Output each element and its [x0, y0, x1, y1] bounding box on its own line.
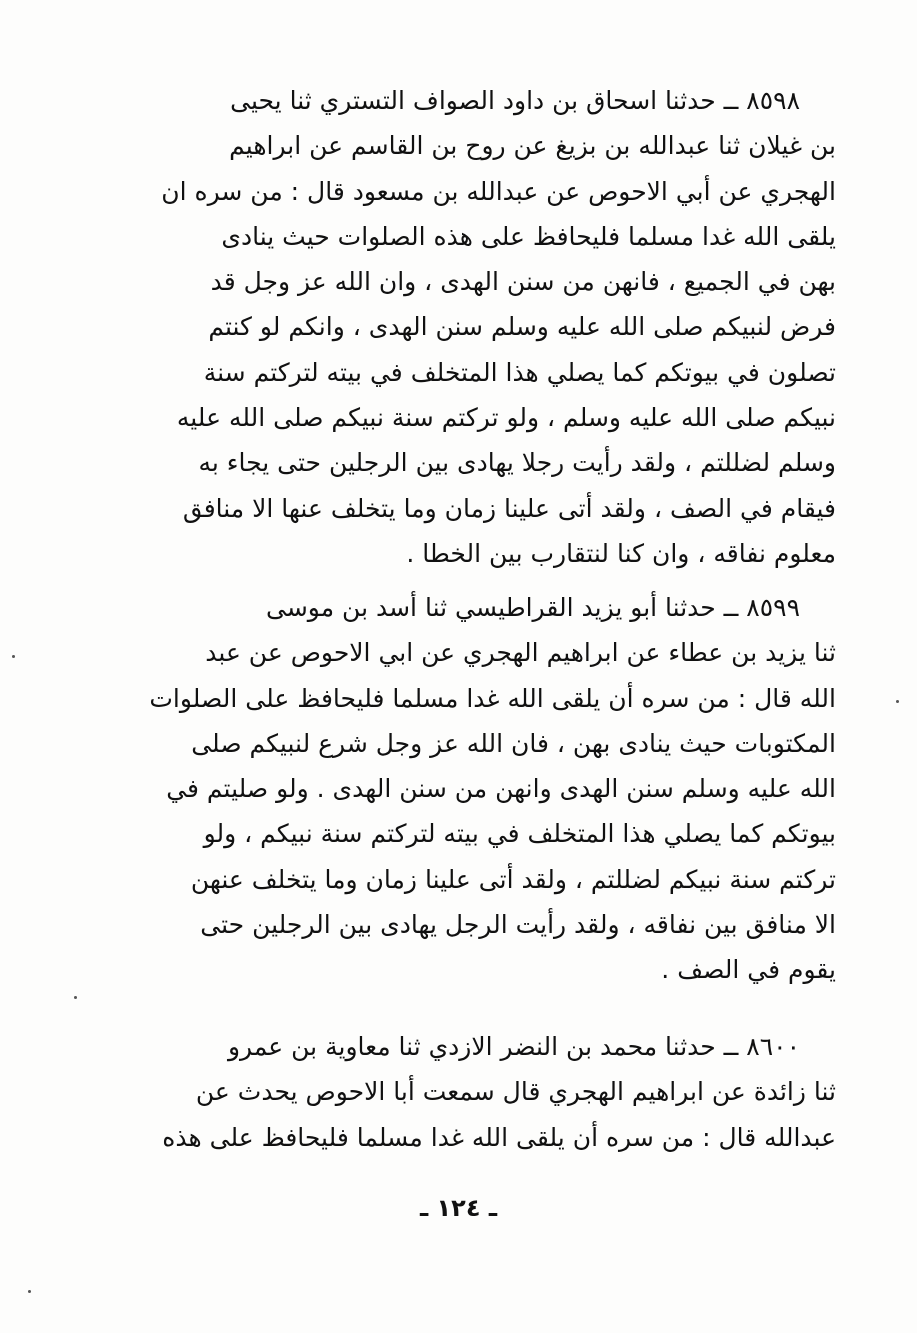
hadith-8599	[112, 585, 836, 993]
text-line: فرض لنبيكم صلى الله عليه وسلم سنن الهدى ، وانكم لو كنتم	[208, 312, 836, 342]
text-line: الا منافق بين نفاقه ، ولقد رأيت الرجل يهادى بين الرجلين حتى	[200, 910, 836, 940]
text-line: فيقام في الصف ، ولقد أتى علينا زمان وما يتخلف عنها الا منافق	[182, 493, 836, 523]
text-line: ٨٥٩٨ ــ حدثنا اسحاق بن داود الصواف التستري ثنا يحيى	[230, 86, 800, 115]
scan-speck	[28, 1290, 31, 1293]
text-line: ثنا زائدة عن ابراهيم الهجري قال سمعت أبا الاحوص يحدث عن	[195, 1077, 836, 1107]
scan-speck	[12, 655, 15, 658]
text-line: ثنا يزيد بن عطاء عن ابراهيم الهجري عن ابي الاحوص عن عبد	[205, 638, 836, 668]
page-number: ـ ١٢٤ ـ	[419, 1194, 498, 1222]
text-line: ٨٥٩٩ ــ حدثنا أبو يزيد القراطيسي ثنا أسد بن موسى	[266, 593, 800, 622]
text-line: وسلم لضللتم ، ولقد رأيت رجلا يهادى بين الرجلين حتى يجاء به	[198, 448, 836, 478]
scan-speck	[74, 996, 77, 999]
text-line: معلوم نفاقه ، وان كنا لنتقارب بين الخطا .	[406, 538, 836, 568]
text-line: الله قال : من سره أن يلقى الله غدا مسلما فليحافظ على الصلوات	[149, 683, 836, 713]
text-line: الهجري عن أبي الاحوص عن عبدالله بن مسعود قال : من سره ان	[161, 176, 836, 206]
text-line: تصلون في بيوتكم كما يصلي هذا المتخلف في بيته لتركتم سنة	[203, 357, 836, 387]
text-line: بن غيلان ثنا عبدالله بن بزيغ عن روح بن القاسم عن ابراهيم	[229, 131, 836, 161]
text-line: المكتوبات حيث ينادى بهن ، فان الله عز وجل شرع لنبيكم صلى	[191, 728, 836, 758]
text-line: عبدالله قال : من سره أن يلقى الله غدا مسلما فليحافظ على هذه	[162, 1122, 836, 1152]
text-line: تركتم سنة نبيكم لضللتم ، ولقد أتى علينا زمان وما يتخلف عنهن	[190, 864, 836, 894]
text-line: بهن في الجميع ، فانهن من سنن الهدى ، وان الله عز وجل قد	[210, 267, 836, 297]
hadith-8598	[112, 78, 836, 576]
text-line: الله عليه وسلم سنن الهدى وانهن من سنن الهدى . ولو صليتم في	[166, 774, 836, 804]
text-line: نبيكم صلى الله عليه وسلم ، ولو تركتم سنة نبيكم صلى الله عليه	[176, 403, 836, 433]
text-line: يقوم في الصف .	[661, 955, 836, 985]
text-line: يلقى الله غدا مسلما فليحافظ على هذه الصلوات حيث ينادى	[221, 221, 836, 251]
scan-speck	[896, 700, 899, 703]
hadith-8600	[112, 1024, 836, 1160]
text-line: بيوتكم كما يصلي هذا المتخلف في بيته لتركتم سنة نبيكم ، ولو	[203, 819, 836, 849]
text-line: ٨٦٠٠ ــ حدثنا محمد بن النضر الازدي ثنا معاوية بن عمرو	[227, 1032, 800, 1061]
